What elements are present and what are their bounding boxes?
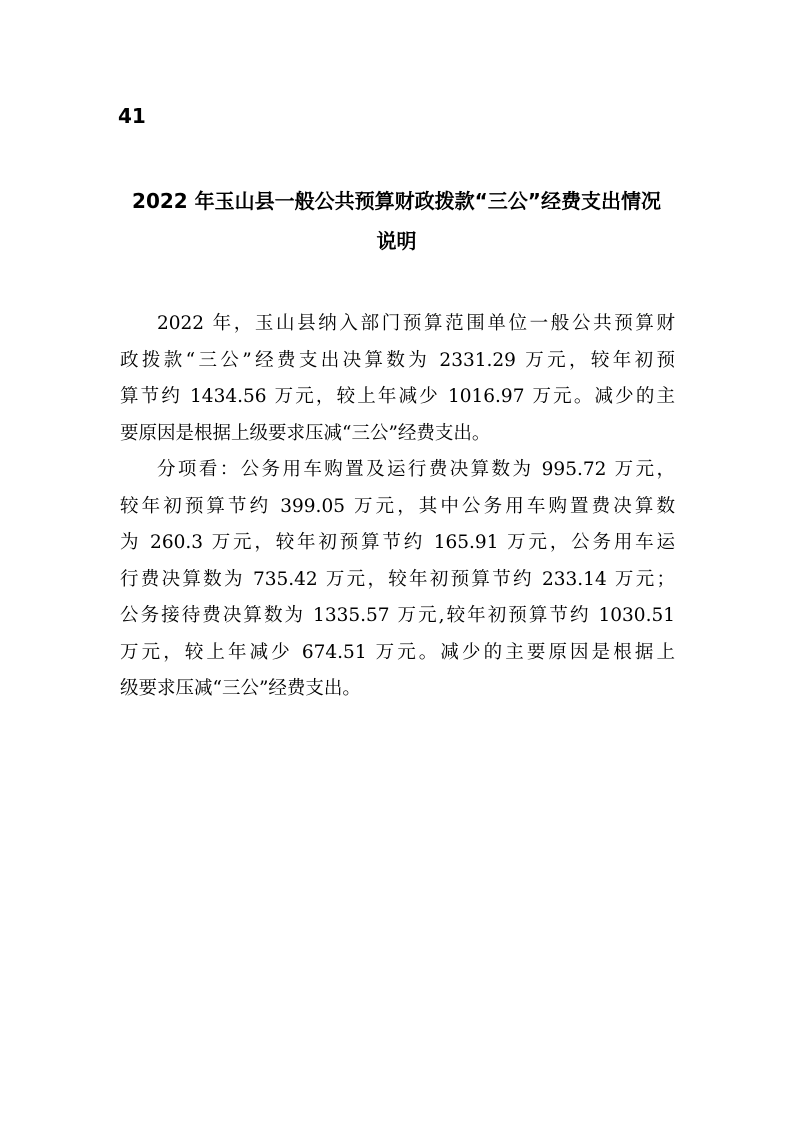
paragraph-line: 2022 年，玉山县纳入部门预算范围单位一般公共预算财 — [157, 313, 675, 334]
paragraph-line: 要原因是根据上级要求压减“三公”经费支出。 — [120, 422, 491, 444]
paragraph-line: 较年初预算节约 399.05 万元，其中公务用车购置费决算数 — [120, 495, 675, 517]
document-body — [120, 306, 675, 708]
paragraph-line: 级要求压减“三公”经费支出。 — [120, 678, 361, 699]
title-line-1: 2022 年玉山县一般公共预算财政拨款“三公”经费支出情况 — [132, 189, 661, 213]
paragraph-line: 政拨款“三公”经费支出决算数为 2331.29 万元，较年初预 — [120, 349, 675, 371]
paragraph-line: 为 260.3 万元，较年初预算节约 165.91 万元，公务用车运 — [120, 532, 675, 553]
paragraph-line: 分项看：公务用车购置及运行费决算数为 995.72 万元， — [157, 459, 675, 480]
document-title — [110, 181, 683, 261]
paragraph-line: 行费决算数为 735.42 万元，较年初预算节约 233.14 万元； — [120, 568, 675, 590]
page-number: 41 — [118, 104, 146, 128]
paragraph-line: 公务接待费决算数为 1335.57 万元,较年初预算节约 1030.51 — [120, 605, 675, 626]
paragraph-line: 算节约 1434.56 万元，较上年减少 1016.97 万元。减少的主 — [120, 386, 675, 407]
paragraph-summary — [120, 306, 675, 452]
paragraph-breakdown — [120, 452, 675, 708]
title-line-2: 说明 — [376, 229, 417, 253]
paragraph-line: 万元，较上年减少 674.51 万元。减少的主要原因是根据上 — [120, 641, 675, 663]
